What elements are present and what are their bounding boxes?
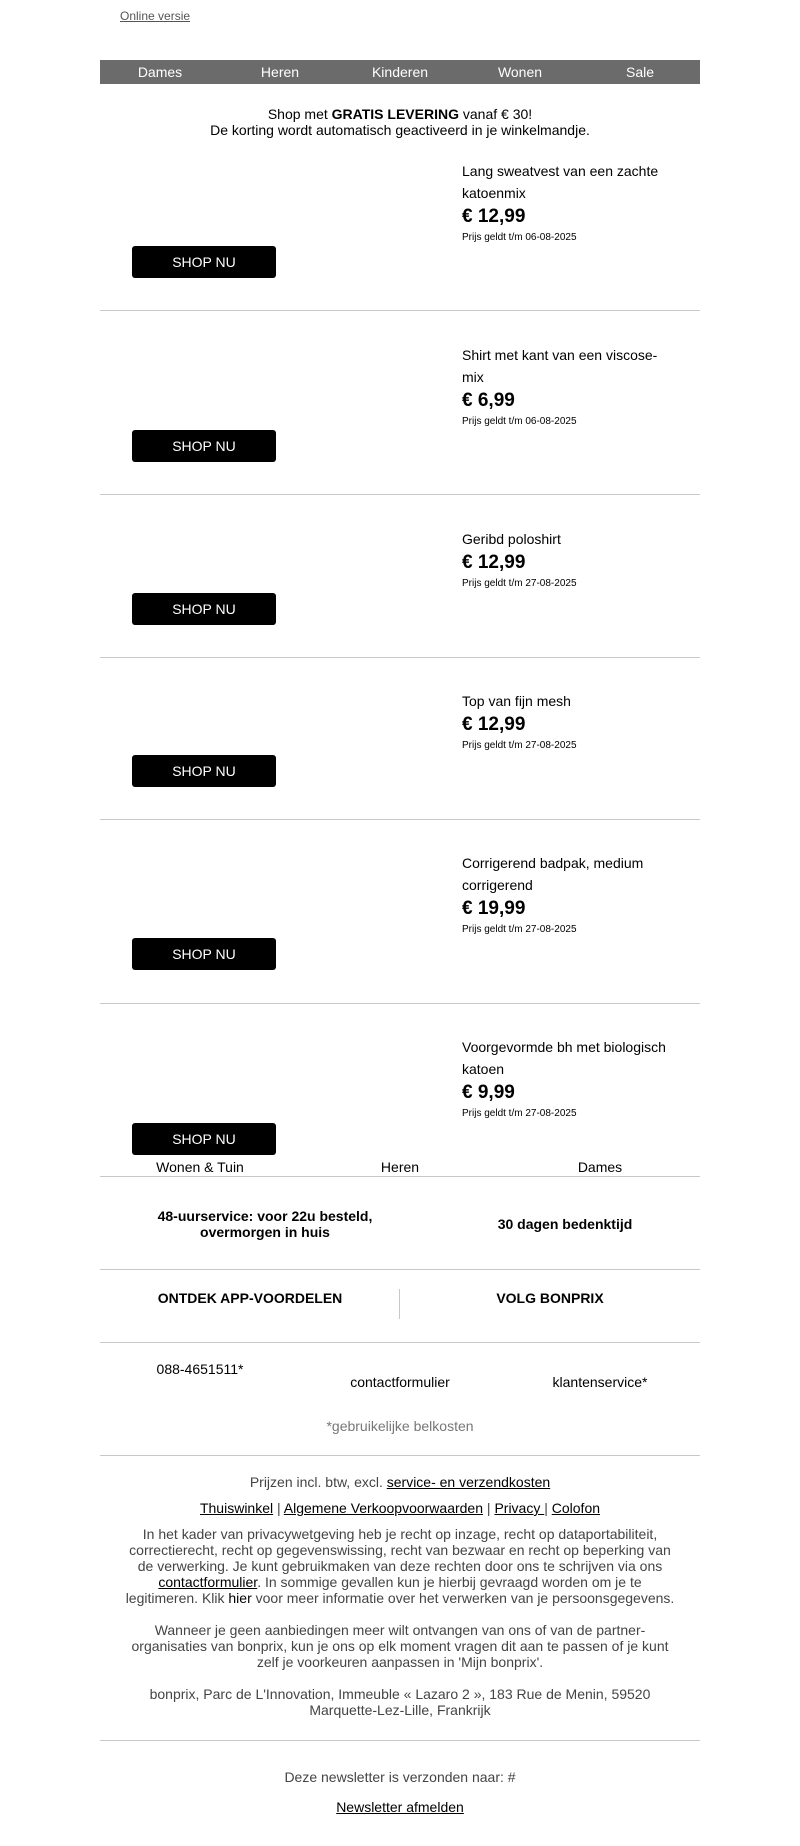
shipping-costs-link[interactable]: service- en verzendkosten [386,1474,551,1490]
price-validity: Prijs geldt t/m 27-08-2025 [462,1108,577,1119]
colofon-link[interactable]: Colofon [551,1500,601,1516]
promo-banner [100,106,700,138]
price-validity: Prijs geldt t/m 06-08-2025 [462,232,577,243]
unsubscribe-link[interactable]: Newsletter afmelden [336,1799,464,1815]
shop-now-button[interactable]: SHOP NU [132,938,276,970]
nav-item-heren[interactable]: Heren [260,64,300,80]
product-info [462,852,672,937]
nav-item-dames[interactable]: Dames [137,64,183,80]
product-price: € 12,99 [462,206,526,227]
terms-link[interactable]: Algemene Verkoopvoorwaarden [283,1500,484,1516]
product-image[interactable] [100,852,450,1003]
category-link-dames[interactable]: Dames [577,1159,623,1175]
sent-to-text: Deze newsletter is verzonden naar: # [284,1769,516,1785]
contact-row [100,1344,700,1456]
product-name[interactable]: Lang sweatvest van een zachte katoenmix [462,163,659,201]
privacy-link[interactable]: Privacy [494,1500,545,1516]
product-info [462,344,672,429]
product-card [100,528,700,658]
prices-note: Prijzen incl. btw, excl. service- en verzendkosten [249,1474,551,1490]
divider [399,1289,400,1319]
shop-now-button[interactable]: SHOP NU [132,246,276,278]
category-links [100,1158,700,1177]
promo-line-2: De korting wordt automatisch geactiveerd in je winkelmandje. [210,122,590,138]
product-image[interactable] [100,160,450,310]
call-cost-note: *gebruikelijke belkosten [326,1418,474,1434]
product-name[interactable]: Corrigerend badpak, medium corrigerend [462,855,644,893]
nav-item-sale[interactable]: Sale [625,64,655,80]
promo-line-1: Shop met GRATIS LEVERING vanaf € 30! [267,106,533,122]
nav-item-kinderen[interactable]: Kinderen [371,64,429,80]
product-info [462,690,672,753]
product-price: € 12,99 [462,714,526,735]
category-link-heren[interactable]: Heren [380,1159,420,1175]
privacy-statement: In het kader van privacywetgeving heb je recht op inzage, recht op dataportabiliteit, correctierecht, recht op gegevenswissing, recht van bezwaar en recht op beperking van de verwerking. Je kunt gebruikmaken van deze rechten door ons te schrijven via ons contactformulier. In sommige gevallen kun je hierbij gevraagd worden om je te legitimeren. Klik hier voor meer informatie over het verwerken van je persoonsgegevens. [125,1526,675,1606]
follow-bonprix-link[interactable]: VOLG BONPRIX [496,1290,604,1306]
thuiswinkel-link[interactable]: Thuiswinkel [199,1500,274,1516]
category-link-wonen-tuin[interactable]: Wonen & Tuin [156,1159,244,1175]
optout-statement: Wanneer je geen aanbiedingen meer wilt ontvangen van ons of van de partner-organisaties van bonprix, kun je ons op elk moment vragen dit aan te passen of je kunt zelf je voorkeuren aanpassen in 'Mijn bonprix'. [131,1622,669,1670]
product-price: € 9,99 [462,1082,515,1103]
company-address: bonprix, Parc de L'Innovation, Immeuble « Lazaro 2 », 183 Rue de Menin, 59520 Marquette-Lez-Lille, Frankrijk [149,1686,651,1718]
app-benefits-link[interactable]: ONTDEK APP-VOORDELEN [157,1290,343,1306]
footer-links: Thuiswinkel | Algemene Verkoopvoorwaarden | Privacy | Colofon [199,1500,601,1516]
product-name[interactable]: Geribd poloshirt [462,531,561,547]
shop-now-button[interactable]: SHOP NU [132,755,276,787]
privacy-info-link[interactable]: hier [228,1590,252,1606]
product-card [100,852,700,1004]
footer [100,1474,700,1728]
product-info [462,1036,672,1121]
product-price: € 12,99 [462,552,526,573]
product-card [100,690,700,820]
product-card [100,1036,700,1156]
price-validity: Prijs geldt t/m 27-08-2025 [462,924,577,935]
product-info [462,160,672,245]
contact-form-inline-link[interactable]: contactformulier [158,1574,258,1590]
product-info [462,528,672,591]
price-validity: Prijs geldt t/m 27-08-2025 [462,578,577,589]
main-nav [100,60,700,84]
shop-now-button[interactable]: SHOP NU [132,1123,276,1155]
usp-row [100,1178,700,1270]
phone-number[interactable]: 088-4651511* [156,1361,244,1377]
newsletter-footer [100,1740,700,1815]
usp-return-period: 30 dagen bedenktijd [497,1215,633,1232]
product-name[interactable]: Top van fijn mesh [462,693,571,709]
online-version-link[interactable]: Online versie [120,9,191,23]
price-validity: Prijs geldt t/m 27-08-2025 [462,740,577,751]
app-social-row [100,1271,700,1343]
product-card [100,344,700,495]
product-name[interactable]: Shirt met kant van een viscose-mix [462,347,658,385]
product-name[interactable]: Voorgevormde bh met biologisch katoen [462,1039,666,1077]
shop-now-button[interactable]: SHOP NU [132,593,276,625]
product-price: € 6,99 [462,390,515,411]
contact-form-link[interactable]: contactformulier [350,1374,450,1390]
product-image[interactable] [100,344,450,494]
shop-now-button[interactable]: SHOP NU [132,430,276,462]
product-card [100,160,700,311]
usp-48-hour-service: 48-uurservice: voor 22u besteld, overmorgen in huis [157,1207,373,1240]
nav-item-wonen[interactable]: Wonen [497,64,543,80]
customer-service-link[interactable]: klantenservice* [552,1374,648,1390]
price-validity: Prijs geldt t/m 06-08-2025 [462,416,577,427]
product-price: € 19,99 [462,898,526,919]
